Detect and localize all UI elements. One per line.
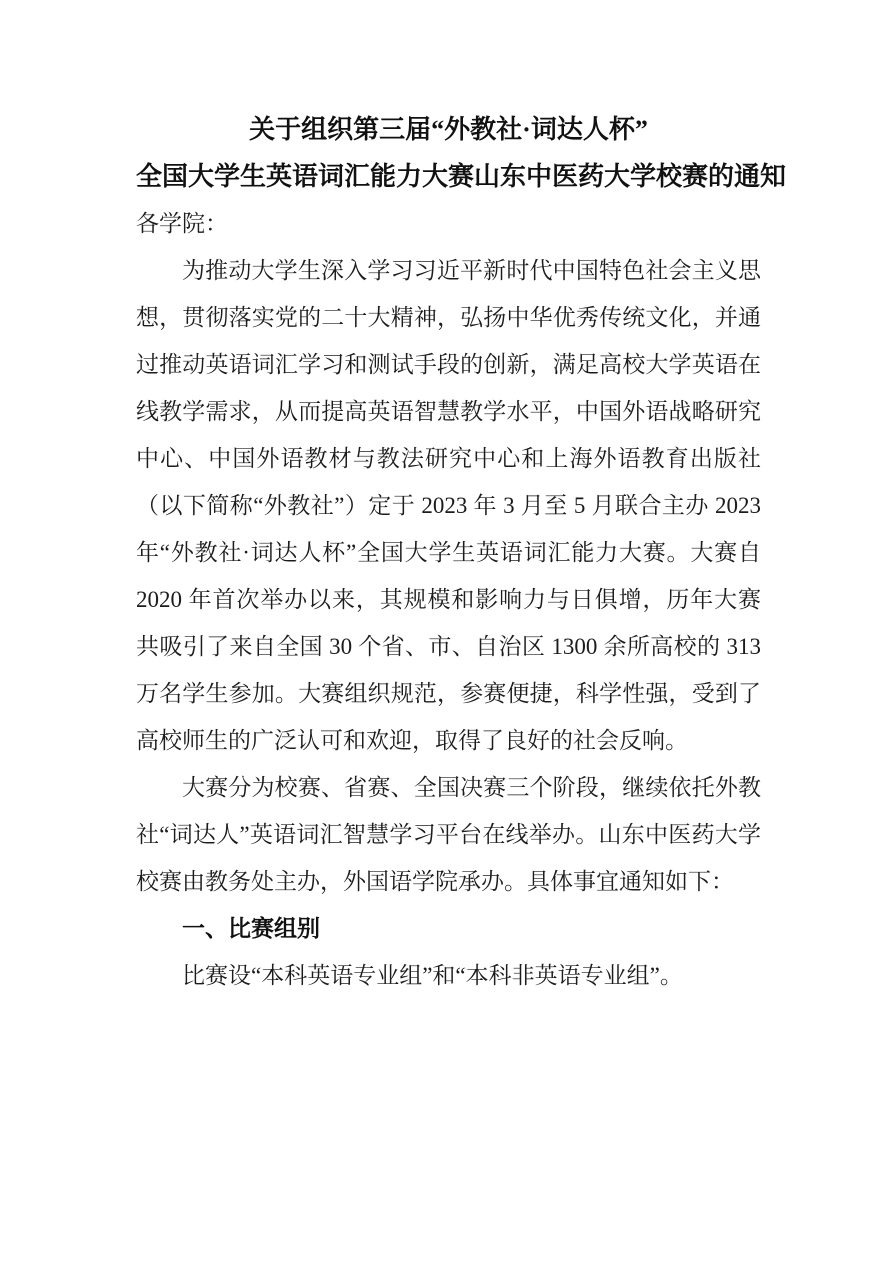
paragraph-stages: 大赛分为校赛、省赛、全国决赛三个阶段，继续依托外教社“词达人”英语词汇智慧学习平台在线举办。山东中医药大学校赛由教务处主办，外国语学院承办。具体事宜通知如下： <box>136 775 761 894</box>
section-paragraph-groups: 比赛设“本科英语专业组”和“本科非英语专业组”。 <box>182 963 683 988</box>
document-title-line-2: 全国大学生英语词汇能力大赛山东中医药大学校赛的通知 <box>136 162 787 191</box>
salutation: 各学院： <box>136 211 228 236</box>
document-title-line-1: 关于组织第三届“外教社·词达人杯” <box>249 115 648 144</box>
section-heading-competition-groups: 一、比赛组别 <box>182 915 320 941</box>
document-content <box>136 106 787 999</box>
paragraph-intro: 为推动大学生深入学习习近平新时代中国特色社会主义思想，贯彻落实党的二十大精神，弘扬中华优秀传统文化，并通过推动英语词汇学习和测试手段的创新，满足高校大学英语在线教学需求，从而提高英语智慧教学水平，中国外语战略研究中心、中国外语教材与教法研究中心和上海外语教育出版社（以下简称“外教社”）定于 2023 年 3 月至 5 月联合主办 2023 年“外教社·词达人杯”全国大学生英语词汇能力大赛。大赛自 2020 年首次举办以来，其规模和影响力与日俱增，历年大赛共吸引了来自全国 30 个省、市、自治区 1300 余所高校的 313 万名学生参加。大赛组织规范，参赛便捷，科学性强，受到了高校师生的广泛认可和欢迎，取得了良好的社会反响。 <box>136 258 761 753</box>
